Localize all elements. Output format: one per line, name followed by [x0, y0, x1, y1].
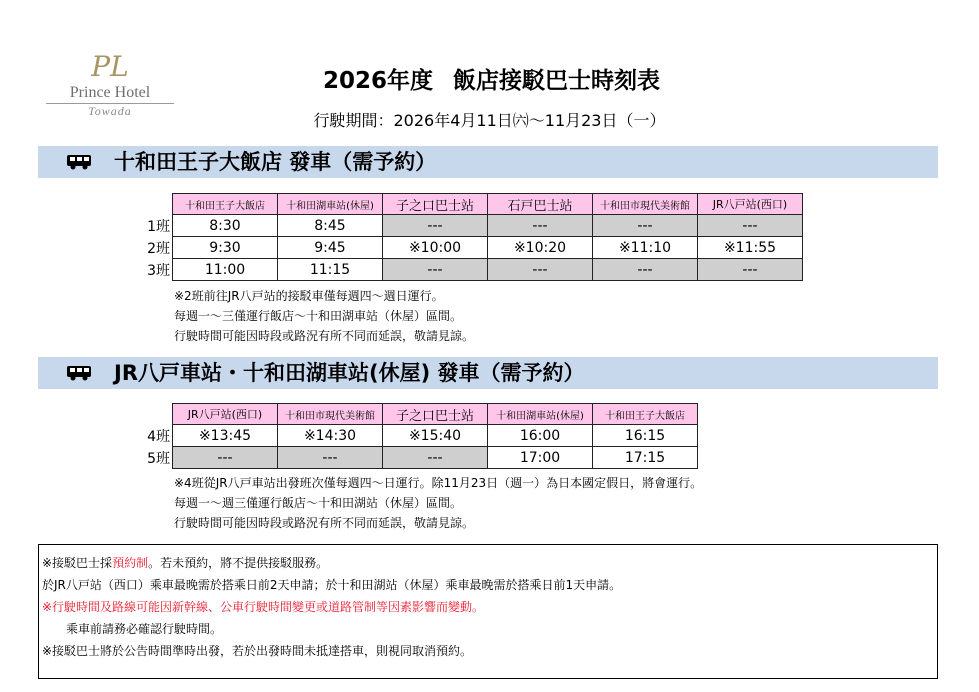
header-spacer: [136, 194, 173, 215]
time-cell: ---: [173, 447, 278, 469]
note-line: 每週一～三僅運行飯店～十和田湖車站（休屋）區間。: [174, 309, 463, 323]
stop-header: 十和田王子大飯店: [173, 194, 278, 215]
time-cell: ---: [698, 259, 803, 281]
time-cell: 17:00: [488, 447, 593, 469]
time-cell: ※15:40: [383, 425, 488, 447]
logo-monogram: PL: [91, 50, 129, 83]
section1-banner: [38, 146, 938, 178]
trip-label: 1班: [147, 218, 170, 235]
time-cell: ※10:20: [488, 237, 593, 259]
stop-header: 十和田市現代美術館: [593, 194, 698, 215]
time-cell: 16:00: [488, 425, 593, 447]
stop-header: 十和田湖車站(休屋): [278, 194, 383, 215]
notice-line: [42, 552, 937, 574]
table-header-row: [136, 194, 803, 215]
logo-name: Prince Hotel: [69, 84, 151, 101]
bus-icon: [66, 365, 92, 381]
time-cell: 16:15: [593, 425, 698, 447]
page-title: [0, 62, 979, 95]
trip-label: 4班: [147, 428, 170, 445]
time-cell: ---: [383, 447, 488, 469]
time-cell: 8:45: [278, 215, 383, 237]
time-cell: ※11:10: [593, 237, 698, 259]
table-row: [136, 447, 698, 469]
time-cell: 17:15: [593, 447, 698, 469]
stop-header: 十和田王子大飯店: [593, 404, 698, 425]
stop-header: 石戸巴士站: [488, 194, 593, 215]
note-line: 行駛時間可能因時段或路況有所不同而延誤，敬請見諒。: [174, 329, 475, 343]
stop-header: 子之口巴士站: [383, 404, 488, 425]
notice-text: ※接駁巴士採: [42, 556, 113, 570]
operating-period: 行駛期間：2026年4月11日㈥～11月23日（一）: [313, 111, 666, 130]
time-cell: 11:15: [278, 259, 383, 281]
trip-label: 2班: [147, 240, 170, 257]
timetable-hotel-departure: [136, 193, 803, 281]
title-year: 2026年度: [322, 68, 433, 94]
stop-header: 子之口巴士站: [383, 194, 488, 215]
notice-line: 乘車前請務必確認行駛時間。: [66, 622, 223, 636]
table-header-row: [136, 404, 698, 425]
header-spacer: [136, 404, 173, 425]
time-cell: ---: [488, 259, 593, 281]
table-row: [136, 259, 803, 281]
bus-icon: [66, 154, 92, 170]
notice-line: 於JR八戸站（西口）乘車最晚需於搭乘日前2天申請；於十和田湖站（休屋）乘車最晚需於搭乘日前1天申請。: [42, 578, 622, 592]
time-cell: ※13:45: [173, 425, 278, 447]
reservation-notice-box: [38, 544, 938, 679]
table-row: [136, 425, 698, 447]
notice-text: 。若未預約，將不提供接駁服務。: [148, 556, 329, 570]
time-cell: ---: [383, 259, 488, 281]
time-cell: 9:45: [278, 237, 383, 259]
note-line: 每週一～週三僅運行飯店～十和田湖站（休屋）區間。: [174, 496, 463, 510]
note-line: 行駛時間可能因時段或路況有所不同而延誤，敬請見諒。: [174, 516, 475, 530]
stop-header: JR八戸站(西口): [173, 404, 278, 425]
note-line: ※2班前往JR八戸站的接駁車僅每週四～週日運行。: [174, 289, 444, 303]
logo-subtitle: Towada: [88, 104, 132, 118]
notice-warning-line: ※行駛時間及路線可能因新幹線、公車行駛時間變更或道路管制等因素影響而變動。: [42, 600, 485, 614]
time-cell: ※14:30: [278, 425, 383, 447]
timetable-station-departure: [136, 403, 698, 469]
time-cell: ※11:55: [698, 237, 803, 259]
table-row: [136, 237, 803, 259]
section2-title: JR八戸車站・十和田湖車站(休屋) 發車（需予約）: [114, 361, 585, 385]
time-cell: 9:30: [173, 237, 278, 259]
section2-banner: [38, 357, 938, 389]
stop-header: JR八戸站(西口): [698, 194, 803, 215]
section2-notes: [174, 473, 702, 533]
title-main: 飯店接駁巴士時刻表: [453, 68, 661, 94]
time-cell: 11:00: [173, 259, 278, 281]
time-cell: 8:30: [173, 215, 278, 237]
time-cell: ---: [593, 259, 698, 281]
time-cell: ---: [593, 215, 698, 237]
notice-line: ※接駁巴士將於公告時間準時出發，若於出發時間未抵達搭車，則視同取消預約。: [42, 644, 473, 658]
time-cell: ※10:00: [383, 237, 488, 259]
stop-header: 十和田市現代美術館: [278, 404, 383, 425]
stop-header: 十和田湖車站(休屋): [488, 404, 593, 425]
time-cell: ---: [278, 447, 383, 469]
trip-label: 3班: [147, 262, 170, 279]
time-cell: ---: [488, 215, 593, 237]
section1-title: 十和田王子大飯店 發車（需予約）: [114, 150, 437, 174]
time-cell: ---: [383, 215, 488, 237]
table-row: [136, 215, 803, 237]
trip-label: 5班: [147, 450, 170, 467]
notice-highlight: 預約制: [112, 556, 149, 570]
note-line: ※4班從JR八戸車站出發班次僅每週四～日運行。除11月23日（週一）為日本國定假日，將會運行。: [174, 476, 703, 490]
time-cell: ---: [698, 215, 803, 237]
section1-notes: [174, 286, 474, 346]
